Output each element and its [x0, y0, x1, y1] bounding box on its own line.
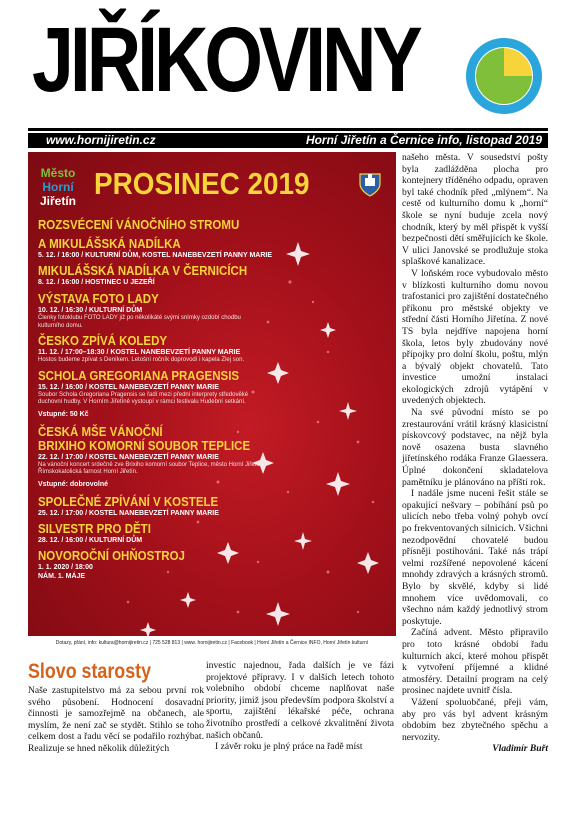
event-description: Na vánoční koncert srdečně zve Brixiho komorní soubor Teplice, město Horní Jiřetín a Římskokatolická farnost Horní Jiřetín. — [38, 461, 267, 475]
event-description: Hostos budeme zpívat s Deníkem. Letošní ročník doprovodí i kapela Zlej son. — [38, 357, 245, 363]
event-meta: 15. 12. / 16:00 / KOSTEL NANEBEVZETÍ PANNY MARIE — [38, 383, 219, 391]
poster-month-title: PROSINEC 2019 — [94, 166, 310, 201]
website-link[interactable]: www.hornijiretin.cz — [46, 133, 156, 147]
event-item — [38, 218, 338, 232]
masthead-title: JIŘÍKOVINY — [32, 9, 419, 111]
town-name — [36, 166, 80, 208]
article-paragraph: investic najednou, řada dalších je ve fázi projektové přípravy. I v dalších letech tohoto volebního období chceme naplňovat naše priority, jimiž jsou především podpora školství a sportu, zajištění lékařské péče, ochrana životního prostředí a celkové zkvalitnění života našich občanů. — [206, 660, 394, 741]
event-item — [38, 237, 338, 260]
event-item — [38, 495, 338, 518]
article-paragraph: Začíná advent. Město připravilo pro toto krásné období řadu kulturních akcí, které mohou přispět k vytvoření příjemné a klidné atmosféry. Detailní program na celý prosinec najdete uvnitř čísla. — [402, 627, 548, 697]
event-meta: 25. 12. / 17:00 / KOSTEL NANEBEVZETÍ PANNY MARIE — [38, 509, 219, 517]
event-title: MIKULÁŠSKÁ NADÍLKA V ČERNICÍCH — [38, 264, 248, 278]
event-item — [38, 264, 338, 287]
article-paragraph: našeho města. V sousedství pošty byla zadlážděna plocha pro kontejnery tříděného odpadu, opraven byl také chodník před „mlýnem“. Na cestě od kulturního domu k „horní“ škole se nyní buduje zcela nový chodník, který by měl přispět k vyšší bezpečnosti dětí směřujících ke škole. V ulici Janovské se prodlužuje stoka splaškové kanalizace. — [402, 152, 548, 268]
event-meta: 1. 1. 2020 / 18:00 — [38, 563, 93, 571]
event-price: Vstupné: dobrovolné — [38, 480, 108, 488]
event-title: SCHOLA GREGORIANA PRAGENSIS — [38, 368, 240, 383]
article-paragraph: Na své původní místo se po zrestaurování vrátil krásný klasicistní pískovcový podstavec, na nějž byla nově osazena busta slavného jiřetínského rodáka Franze Glaessera. Úplné dokončení skladatelova pamětníku je plánováno na příští rok. — [402, 407, 548, 488]
event-price: Vstupné: 50 Kč — [38, 410, 89, 418]
masthead-rule — [28, 128, 548, 131]
event-meta: 8. 12. / 16:00 / HOSTINEC U JEZEŘÍ — [38, 279, 155, 286]
event-list — [38, 218, 338, 581]
event-description: Soubor Schola Gregoriana Pragensis se řadí mezi přední interprety středověké duchovní hudby. V Horním Jiřetíně vystoupí v rámci festivalu Hudební setkání. — [38, 391, 249, 405]
event-title: ROZSVÉCENÍ VÁNOČNÍHO STROMU — [38, 218, 240, 232]
december-events-poster — [28, 152, 396, 650]
article-paragraph: I závěr roku je plný práce na řadě míst — [215, 741, 363, 753]
issue-info: Horní Jiřetín a Černice info, listopad 2019 — [305, 133, 542, 147]
event-title: ČESKO ZPÍVÁ KOLEDY — [38, 334, 168, 348]
article-heading: Slovo starosty — [28, 660, 152, 683]
event-title: ČESKÁ MŠE VÁNOČNÍ — [38, 424, 163, 439]
article-column-2 — [206, 660, 394, 753]
event-meta: NÁM. 1. MÁJE — [38, 572, 86, 580]
article-paragraph: Naše zastupitelstvo má za sebou první rok svého působení. Hodnocení dosavadní činnosti je samozřejmě na občanech, ale myslím, že není zač se stydět. Stihlo se toho celkem dost a řadu věcí se podařilo rozhýbat. Realizuje se hned několik důležitých — [28, 685, 204, 754]
event-title: SPOLEČNÉ ZPÍVÁNÍ V KOSTELE — [38, 494, 219, 509]
event-title: A MIKULÁŠSKÁ NADÍLKA — [38, 237, 181, 251]
article-paragraph: Vážení spoluobčané, přeji vám, aby pro vás byl advent krásným obdobím bez zbytečného spěchu a nervozity. — [402, 696, 548, 743]
event-meta: 28. 12. / 16:00 / KULTURNÍ DŮM — [38, 536, 143, 544]
event-item — [38, 292, 338, 330]
article-continuation — [402, 152, 548, 755]
event-meta: 22. 12. / 17:00 / KOSTEL NANEBEVZETÍ PANNY MARIE — [38, 453, 219, 461]
town-name-line-2: Horní — [42, 180, 74, 194]
event-description: Členky fotoklubu FOTO LADY již po několikáté svými snímky ozdobí chodbu kulturního domu. — [38, 315, 241, 329]
event-item — [38, 549, 338, 581]
town-name-line-1: Město — [40, 166, 76, 180]
event-item — [38, 522, 338, 545]
event-title: VÝSTAVA FOTO LADY — [38, 292, 159, 306]
article-paragraph: I nadále jsme nuceni řešit stále se opakující nešvary – pobíhání psů po ulicích nebo třeba volný pohyb ovcí po frekventovaných silnicích. Všichni nezodpovědní chovatelé budou přísněji postihováni. Také nás trápí velmi rozšířené nepovolené kácení mnohdy zdravých a krásných stromů. Bylo by skvělé, kdyby si lidé mnohem více uvědomovali, co všechno nám každý jednotlivý strom poskytuje. — [402, 488, 548, 627]
event-title: NOVOROČNÍ OHŇOSTROJ — [38, 548, 185, 563]
event-meta: 5. 12. / 16:00 / KULTURNÍ DŮM, KOSTEL NANEBEVZETÍ PANNY MARIE — [38, 252, 273, 259]
masthead-bar — [28, 133, 548, 148]
event-item — [38, 334, 338, 365]
event-title: BRIXIHO KOMORNÍ SOUBOR TEPLICE — [38, 438, 251, 453]
event-meta: 10. 12. / 16:30 / KULTURNÍ DŮM — [38, 307, 143, 314]
masthead — [28, 10, 548, 128]
author-signature: Vladimír Buřt — [492, 743, 548, 755]
article-column-1 — [28, 685, 204, 755]
event-title: SILVESTR PRO DĚTI — [38, 521, 151, 536]
event-item — [38, 369, 338, 419]
event-meta: 11. 12. / 17:00–18:30 / KOSTEL NANEBEVZETÍ PANNY MARIE — [38, 349, 241, 356]
town-logo-icon — [466, 38, 542, 114]
event-item — [38, 425, 338, 489]
town-name-line-3: Jiřetín — [39, 194, 76, 208]
poster-footer: Dotazy, přání, info: kultura@hornijiretin.cz | 725 528 813 | www. hornijiretin.cz | Facebook | Horní Jiřetín a Černice INFO, Horní Jiřetín kulturní — [28, 636, 396, 650]
town-crest-icon — [358, 170, 382, 198]
article-paragraph: V loňském roce vybudovalo město v blízkosti kulturního domu novou trafostanici pro zajištění dostatečného příkonu pro městské objekty ve střední části Horního Jiřetína. Z nové TS byla nejdříve napojena horní škola, letos byly zbudovány nové přípojky pro dolní školu, poštu, mlýn a bývalý objekt chovatelů. Tato investice umožní instalaci ekologických zdrojů vytápění v uvedených objektech. — [402, 267, 548, 407]
